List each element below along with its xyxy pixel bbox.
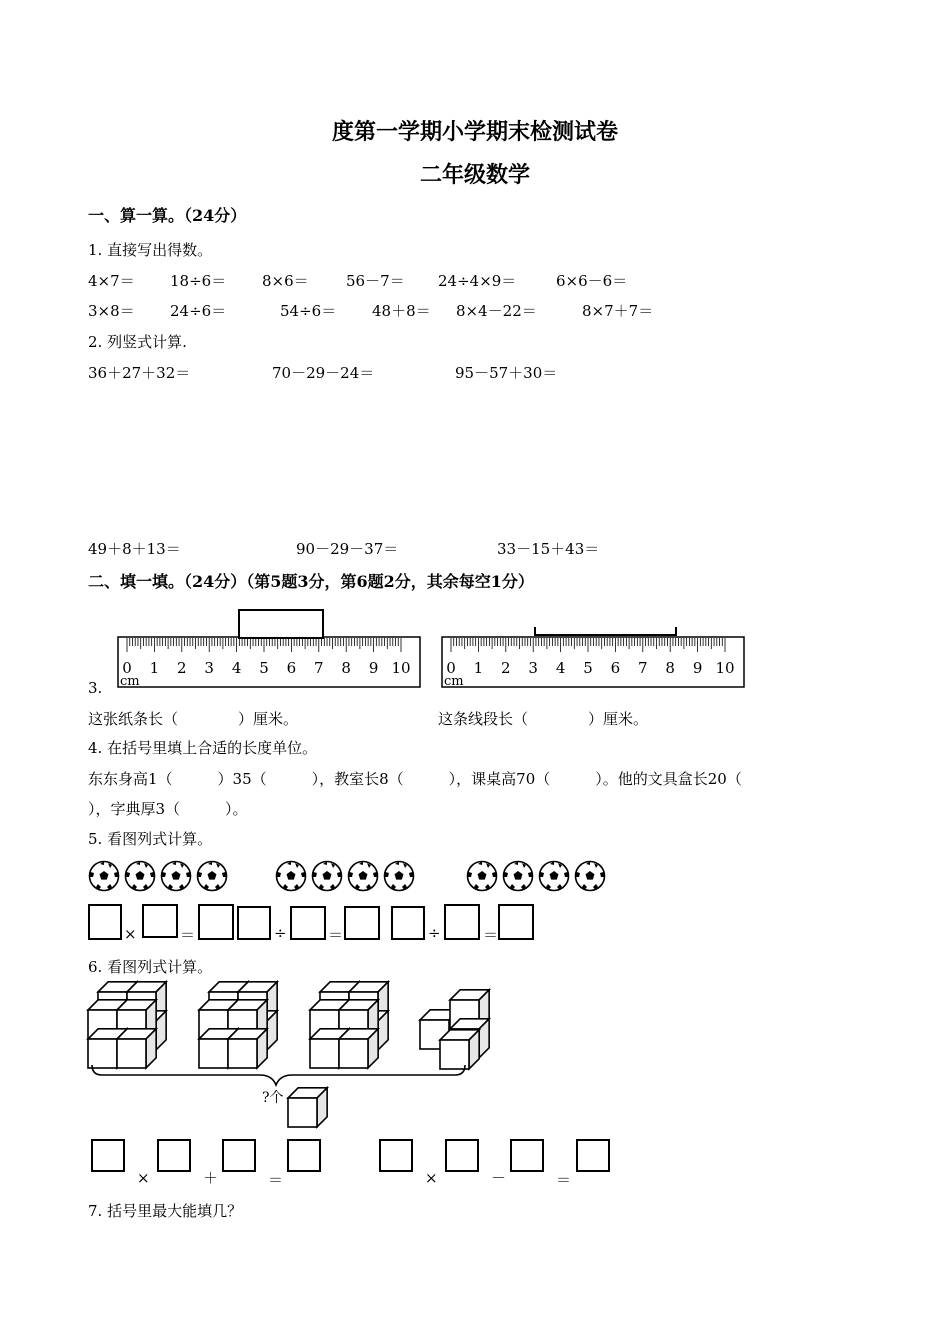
divide-sign: ÷ <box>274 924 287 942</box>
q1-item: 24÷4×9＝ <box>438 272 517 290</box>
ruler-number: 1 <box>473 659 484 677</box>
ruler-number: 7 <box>638 659 648 677</box>
ruler-number: 3 <box>204 659 214 677</box>
ruler-number: 6 <box>286 659 297 677</box>
answer-box[interactable] <box>576 1139 610 1172</box>
q1-item: 4×7＝ <box>88 272 135 290</box>
answer-box[interactable] <box>445 1139 479 1172</box>
q1-item: 3×8＝ <box>88 302 135 320</box>
q7-label: 7. 括号里最大能填几？ <box>88 1202 243 1220</box>
q1-item: 8×7＋7＝ <box>582 302 654 320</box>
ruler-number: 5 <box>259 659 269 677</box>
q4-line1: 东东身高1（ ）35（ ），教室长8（ ），课桌高70（ ）。他的文具盒长20（ <box>88 770 742 788</box>
brace-label: ?个 <box>262 1090 284 1106</box>
cube <box>440 1030 479 1069</box>
answer-box[interactable] <box>444 904 480 940</box>
soccer-ball-icon <box>196 860 228 892</box>
ruler-left <box>117 636 421 688</box>
plus-sign: ＋ <box>203 1169 219 1187</box>
page-subtitle: 二年级数学 <box>419 162 530 188</box>
ruler-number: 4 <box>555 659 566 677</box>
q1-item: 8×6＝ <box>262 272 309 290</box>
cube-figure <box>80 980 500 1120</box>
answer-box[interactable] <box>290 906 326 940</box>
brace <box>92 1065 465 1085</box>
soccer-ball-icon <box>574 860 606 892</box>
q1-item: 24÷6＝ <box>170 302 227 320</box>
ruler-number: 9 <box>368 659 379 677</box>
ruler-number: 8 <box>341 659 351 677</box>
ruler-number: 6 <box>610 659 621 677</box>
answer-box[interactable] <box>157 1139 191 1172</box>
minus-sign: － <box>491 1169 507 1187</box>
q2-item: 49＋8＋13＝ <box>88 540 181 558</box>
soccer-ball-icon <box>311 860 343 892</box>
equals-sign: ＝ <box>483 926 499 944</box>
q1-item: 6×6－6＝ <box>556 272 628 290</box>
soccer-ball-icon <box>538 860 570 892</box>
ruler-number: 10 <box>715 659 735 677</box>
line-segment <box>533 627 678 637</box>
ruler-number: 1 <box>149 659 160 677</box>
equals-sign: ＝ <box>180 926 196 944</box>
equals-sign: ＝ <box>556 1171 572 1189</box>
q3-left-caption: 这张纸条长（ ）厘米。 <box>88 710 299 728</box>
answer-box[interactable] <box>222 1139 256 1172</box>
ruler-unit: cm <box>444 674 464 689</box>
ruler-number: 2 <box>501 659 511 677</box>
ruler-unit: cm <box>120 674 140 689</box>
ruler-number: 8 <box>665 659 675 677</box>
soccer-ball-icon <box>88 860 120 892</box>
cube <box>117 1029 156 1068</box>
q1-item: 56－7＝ <box>346 272 405 290</box>
ruler-right <box>441 636 745 688</box>
soccer-ball-icon <box>275 860 307 892</box>
q2-item: 95－57＋30＝ <box>455 364 558 382</box>
ruler-number: 10 <box>391 659 411 677</box>
q1-label: 1. 直接写出得数。 <box>88 241 213 259</box>
soccer-ball-icon <box>383 860 415 892</box>
cube <box>228 1029 267 1068</box>
answer-box[interactable] <box>287 1139 321 1172</box>
times-sign: × <box>137 1169 150 1187</box>
answer-box[interactable] <box>91 1139 125 1172</box>
times-sign: × <box>124 925 137 943</box>
q2-item: 90－29－37＝ <box>296 540 399 558</box>
times-sign: × <box>425 1169 438 1187</box>
cube <box>339 1029 378 1068</box>
soccer-ball-icon <box>502 860 534 892</box>
answer-box[interactable] <box>379 1139 413 1172</box>
answer-box[interactable] <box>237 906 271 940</box>
page-title: 度第一学期小学期末检测试卷 <box>331 119 618 145</box>
paper-strip <box>238 609 324 639</box>
q5-label: 5. 看图列式计算。 <box>88 830 213 848</box>
answer-box[interactable] <box>142 904 178 938</box>
answer-box[interactable] <box>391 906 425 940</box>
soccer-ball-icon <box>160 860 192 892</box>
q3-right-caption: 这条线段长（ ）厘米。 <box>438 710 649 728</box>
cube <box>288 1088 327 1127</box>
ruler-number: 5 <box>583 659 593 677</box>
q1-item: 54÷6＝ <box>280 302 337 320</box>
divide-sign: ÷ <box>428 924 441 942</box>
equals-sign: ＝ <box>328 926 344 944</box>
q2-item: 33－15＋43＝ <box>497 540 600 558</box>
soccer-ball-icon <box>347 860 379 892</box>
answer-box[interactable] <box>88 904 122 940</box>
ruler-number: 0 <box>122 659 132 677</box>
q6-label: 6. 看图列式计算。 <box>88 958 213 976</box>
q2-item: 70－29－24＝ <box>272 364 375 382</box>
q4-line2: ），字典厚3（ ）。 <box>88 800 248 818</box>
q1-item: 18÷6＝ <box>170 272 227 290</box>
section-2-heading: 二、填一填。（24分）（第5题3分，第6题2分，其余每空1分） <box>88 572 534 591</box>
answer-box[interactable] <box>498 904 534 940</box>
soccer-ball-icon <box>124 860 156 892</box>
equals-sign: ＝ <box>268 1171 284 1189</box>
ruler-number: 9 <box>692 659 703 677</box>
soccer-ball-icon <box>466 860 498 892</box>
q2-item: 36＋27＋32＝ <box>88 364 191 382</box>
ruler-number: 0 <box>446 659 456 677</box>
ruler-number: 7 <box>314 659 324 677</box>
q1-item: 48＋8＝ <box>372 302 431 320</box>
answer-box[interactable] <box>344 906 380 940</box>
section-1-heading: 一、算一算。（24分） <box>88 206 247 225</box>
answer-box[interactable] <box>198 904 234 940</box>
ruler-number: 3 <box>528 659 538 677</box>
answer-box[interactable] <box>510 1139 544 1172</box>
ruler-number: 2 <box>177 659 187 677</box>
q2-label: 2. 列竖式计算. <box>88 333 187 351</box>
q3-number: 3. <box>88 679 103 697</box>
q1-item: 8×4－22＝ <box>456 302 537 320</box>
ruler-number: 4 <box>231 659 242 677</box>
q4-label: 4. 在括号里填上合适的长度单位。 <box>88 739 318 757</box>
